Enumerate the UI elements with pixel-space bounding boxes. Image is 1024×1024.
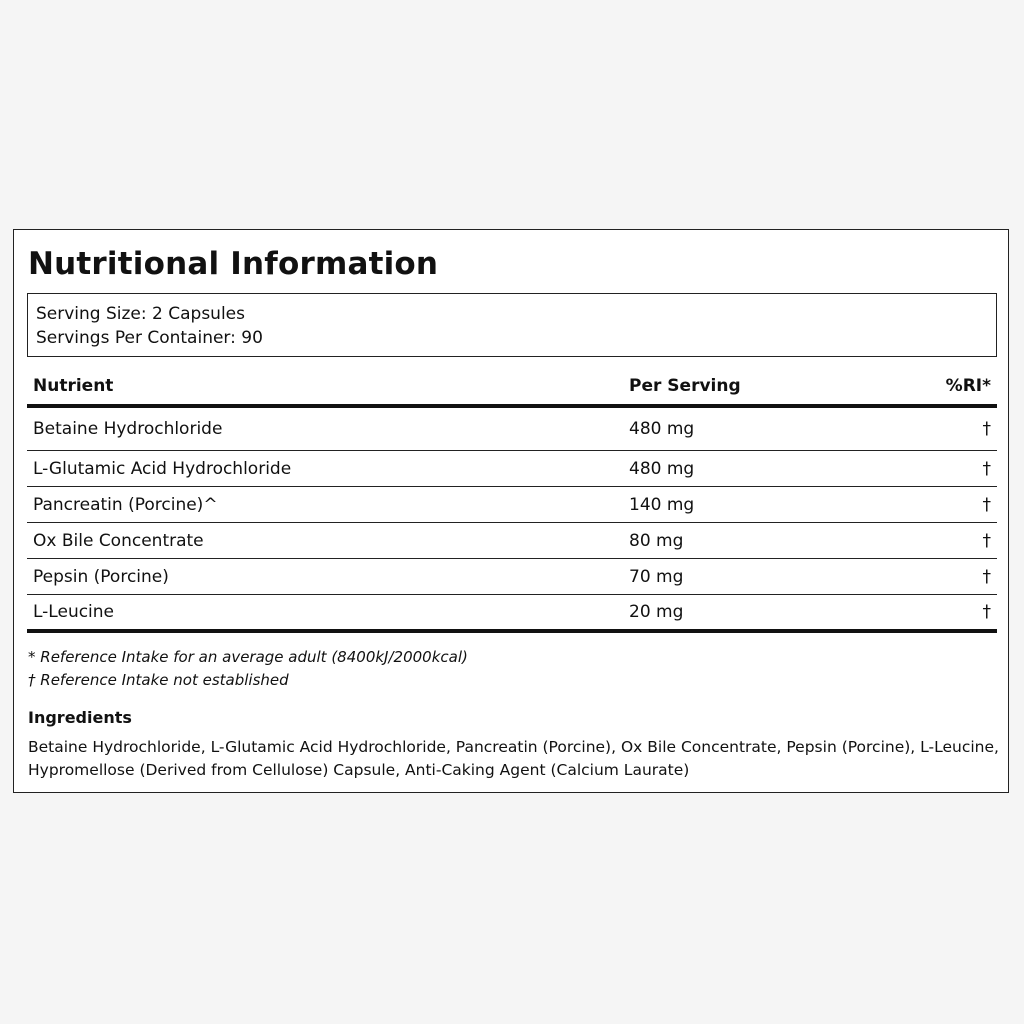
nutrient-amount: 70 mg <box>629 566 684 587</box>
nutrient-ri: † <box>982 566 991 587</box>
nutrient-name: Ox Bile Concentrate <box>33 530 204 551</box>
nutrition-panel <box>13 229 1009 793</box>
table-row <box>27 523 997 559</box>
ingredients-list: Betaine Hydrochloride, L-Glutamic Acid Hydrochloride, Pancreatin (Porcine), Ox Bile Concentrate, Pepsin (Porcine), L-Leucine, Hypromellose (Derived from Cellulose) Capsule, Anti-Caking Agent (Calcium Laurate) <box>28 738 999 779</box>
ingredients-heading: Ingredients <box>28 708 132 727</box>
footnotes <box>28 646 468 692</box>
serving-size: Serving Size: 2 Capsules <box>36 304 245 324</box>
nutrient-ri: † <box>982 458 991 479</box>
table-row <box>27 559 997 595</box>
table-row <box>27 451 997 487</box>
header-nutrient: Nutrient <box>33 376 114 396</box>
nutrient-name: L-Glutamic Acid Hydrochloride <box>33 458 292 479</box>
table-body <box>27 408 997 633</box>
nutrient-amount: 480 mg <box>629 419 695 439</box>
nutrient-amount: 80 mg <box>629 530 684 551</box>
header-per-serving: Per Serving <box>629 376 741 396</box>
nutrient-name: Betaine Hydrochloride <box>33 419 223 439</box>
nutrient-amount: 140 mg <box>629 494 695 515</box>
footnote-reference-intake: * Reference Intake for an average adult (8400kJ/2000kcal) <box>28 648 468 666</box>
nutrient-name: Pepsin (Porcine) <box>33 566 169 587</box>
nutrient-amount: 480 mg <box>629 458 695 479</box>
page-title: Nutritional Information <box>28 246 439 282</box>
nutrient-amount: 20 mg <box>629 602 684 622</box>
table-row <box>27 487 997 523</box>
nutrient-name: Pancreatin (Porcine)^ <box>33 494 218 515</box>
nutrient-ri: † <box>982 419 991 439</box>
nutrient-ri: † <box>982 530 991 551</box>
footnote-not-established: † Reference Intake not established <box>28 671 289 689</box>
servings-per-container: Servings Per Container: 90 <box>36 328 263 348</box>
nutrient-table <box>27 368 997 633</box>
serving-info-box <box>27 293 997 357</box>
table-row <box>27 408 997 451</box>
table-row <box>27 595 997 633</box>
header-ri: %RI* <box>945 376 991 396</box>
nutrient-name: L-Leucine <box>33 602 115 622</box>
nutrient-ri: † <box>982 494 991 515</box>
table-header <box>27 368 997 408</box>
nutrient-ri: † <box>982 602 991 622</box>
